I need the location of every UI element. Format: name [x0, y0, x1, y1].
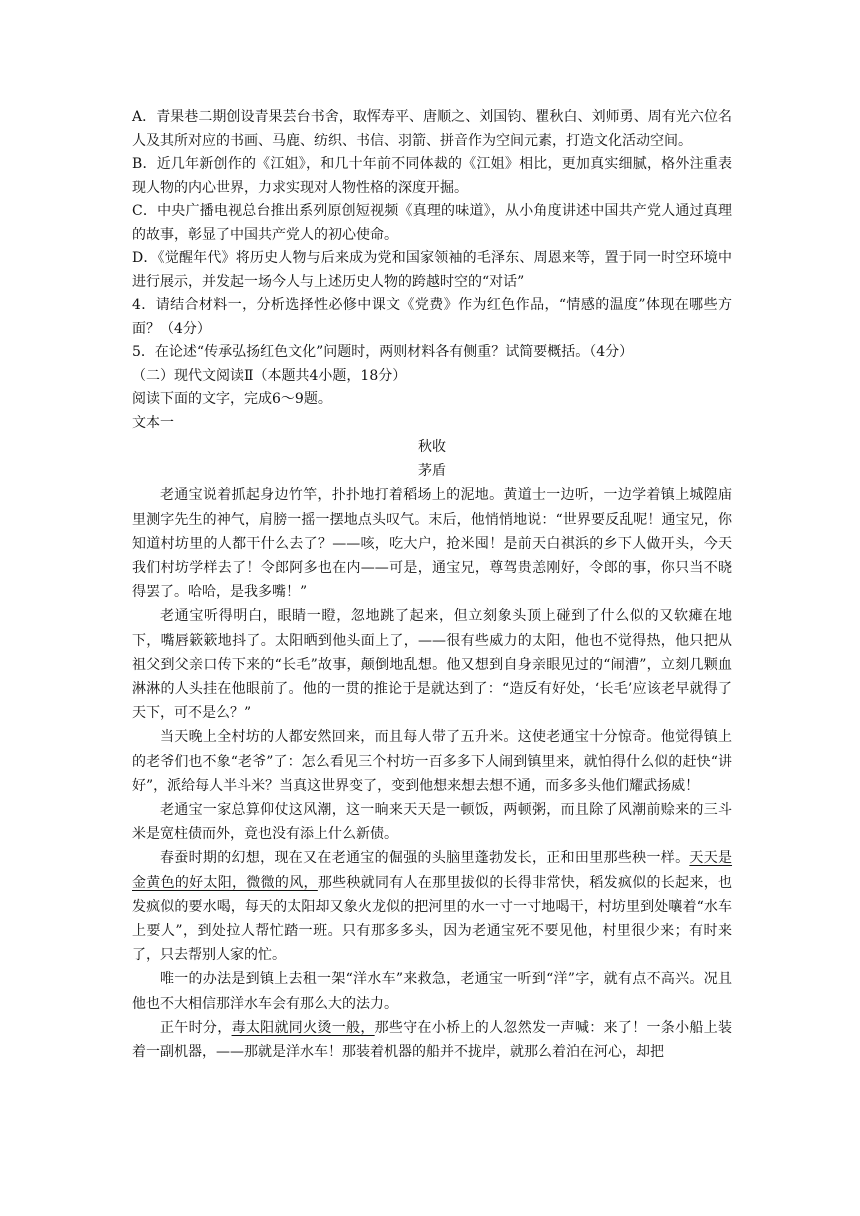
- story-paragraph: 老通宝一家总算仰仗这风潮，这一晌来天天是一顿饭，两顿粥，而且除了风潮前赊来的三斗米是宽柱债而外，竟也没有添上什么新债。: [132, 802, 732, 843]
- instruction: 阅读下面的文字，完成6～9题。: [132, 391, 332, 407]
- story-paragraph: [132, 846, 732, 967]
- option-a: A．青果巷二期创设青果芸台书舍，取恽寿平、唐顺之、刘国钧、瞿秋白、刘师勇、周有光六位名人及其所对应的书画、马鹿、纺织、书信、羽箭、拼音作为空间元素，打造文化活动空间。: [132, 109, 732, 149]
- story-paragraph: 老通宝听得明白，眼睛一瞪，忽地跳了起来，但立刻象头顶上碰到了什么似的又软瘫在地下，嘴唇簌簌地抖了。太阳晒到他头面上了，——很有些威力的太阳，他也不觉得热，他只把从祖父到父亲口传下来的“长毛”故事，颠倒地乱想。他又想到自身亲眼见过的“闹漕”，立刻几颗血淋淋的人头挂在他眼前了。他的一贯的推论于是就达到了：“造反有好处，‘长毛’应该老早就得了天下，可不是么？”: [132, 608, 732, 722]
- story-text: 正午时分，: [160, 1019, 232, 1036]
- question-4: 4．请结合材料一，分析选择性必修中课文《党费》作为红色作品，“情感的温度”体现在哪些方面？（4分）: [132, 297, 732, 337]
- story-author: 茅盾: [418, 463, 446, 480]
- story-paragraph: 当天晚上全村坊的人都安然回来，而且每人带了五升米。这使老通宝十分惊奇。他觉得镇上的老爷们也不象“老爷”了：怎么看见三个村坊一百多多下人闹到镇里来，就怕得什么似的赶快“讲好”，派给每人半斗米？当真这世界变了，变到他想来想去想不通，而多多头他们耀武扬威！: [132, 729, 732, 794]
- question-5: 5．在论述“传承弘扬红色文化”问题时，两则材料各有侧重？试简要概括。（4分）: [132, 344, 634, 360]
- option-d: D．《觉醒年代》将历史人物与后来成为党和国家领袖的毛泽东、周恩来等，置于同一时空环境中进行展示，并发起一场今人与上述历史人物的跨越时空的“对话”: [132, 250, 732, 290]
- underlined-phrase: 毒太阳就同火烫一般，: [231, 1019, 375, 1036]
- option-c: C．中央广播电视总台推出系列原创短视频《真理的味道》，从小角度讲述中国共产党人通过真理的故事，彰显了中国共产党人的初心使命。: [132, 203, 732, 243]
- section-heading: （二）现代文阅读Ⅱ（本题共4小题，18分）: [132, 367, 407, 384]
- story: [132, 435, 732, 1064]
- story-paragraph: 老通宝说着抓起身边竹竿，扑扑地打着稻场上的泥地。黄道士一边听，一边学着镇上城隍庙里测字先生的神气，肩膀一摇一摆地点头叹气。末后，他悄悄地说：“世界要反乱呢！通宝兄，你知道村坊里的人都干什么去了？——咳，吃大户，抢米囤！是前天白祺浜的乡下人做开头，今天我们村坊学样去了！令郎阿多也在内——可是，通宝兄，尊驾贵恙刚好，令郎的事，你只当不晓得罢了。哈哈，是我多嘴！”: [132, 487, 732, 601]
- story-paragraph: 唯一的办法是到镇上去租一架“洋水车”来救急，老通宝一听到“洋”字，就有点不高兴。况且他也不大相信那洋水车会有那么大的法力。: [132, 971, 732, 1012]
- story-paragraph: [132, 1016, 732, 1064]
- story-text: 春蚕时期的幻想，现在又在老通宝的倔强的头脑里蓬勃发长，正和田里那些秧一样。: [160, 850, 690, 867]
- text-label: 文本一: [132, 414, 174, 431]
- option-b: B．近几年新创作的《江姐》，和几十年前不同体裁的《江姐》相比，更加真实细腻，格外注重表现人物的内心世界，力求实现对人物性格的深度开掘。: [132, 156, 732, 196]
- story-text: 那些秧就同有人在那里拔似的长得非常快，稻发疯似的长起来，也发疯似的要水喝，每天的太阳却又象火龙似的把河里的水一寸一寸地喝干，村坊里到处嚷着“水车上要人”，到处拉人帮忙踏一班。只有那多多头，因为老通宝死不要见他，村里很少来；有时来了，只去帮别人家的忙。: [132, 874, 733, 964]
- story-title: 秋收: [418, 439, 446, 455]
- underlined-phrase: 天天是金黄色的好太阳，微微的风，: [132, 850, 733, 891]
- exam-page: [132, 106, 732, 1064]
- story-text: 那些守在小桥上的人忽然发一声喊：来了！一条小船上装着一副机器，——那就是洋水车！那装着机器的船并不拢岸，就那么着泊在河心，却把: [132, 1019, 733, 1061]
